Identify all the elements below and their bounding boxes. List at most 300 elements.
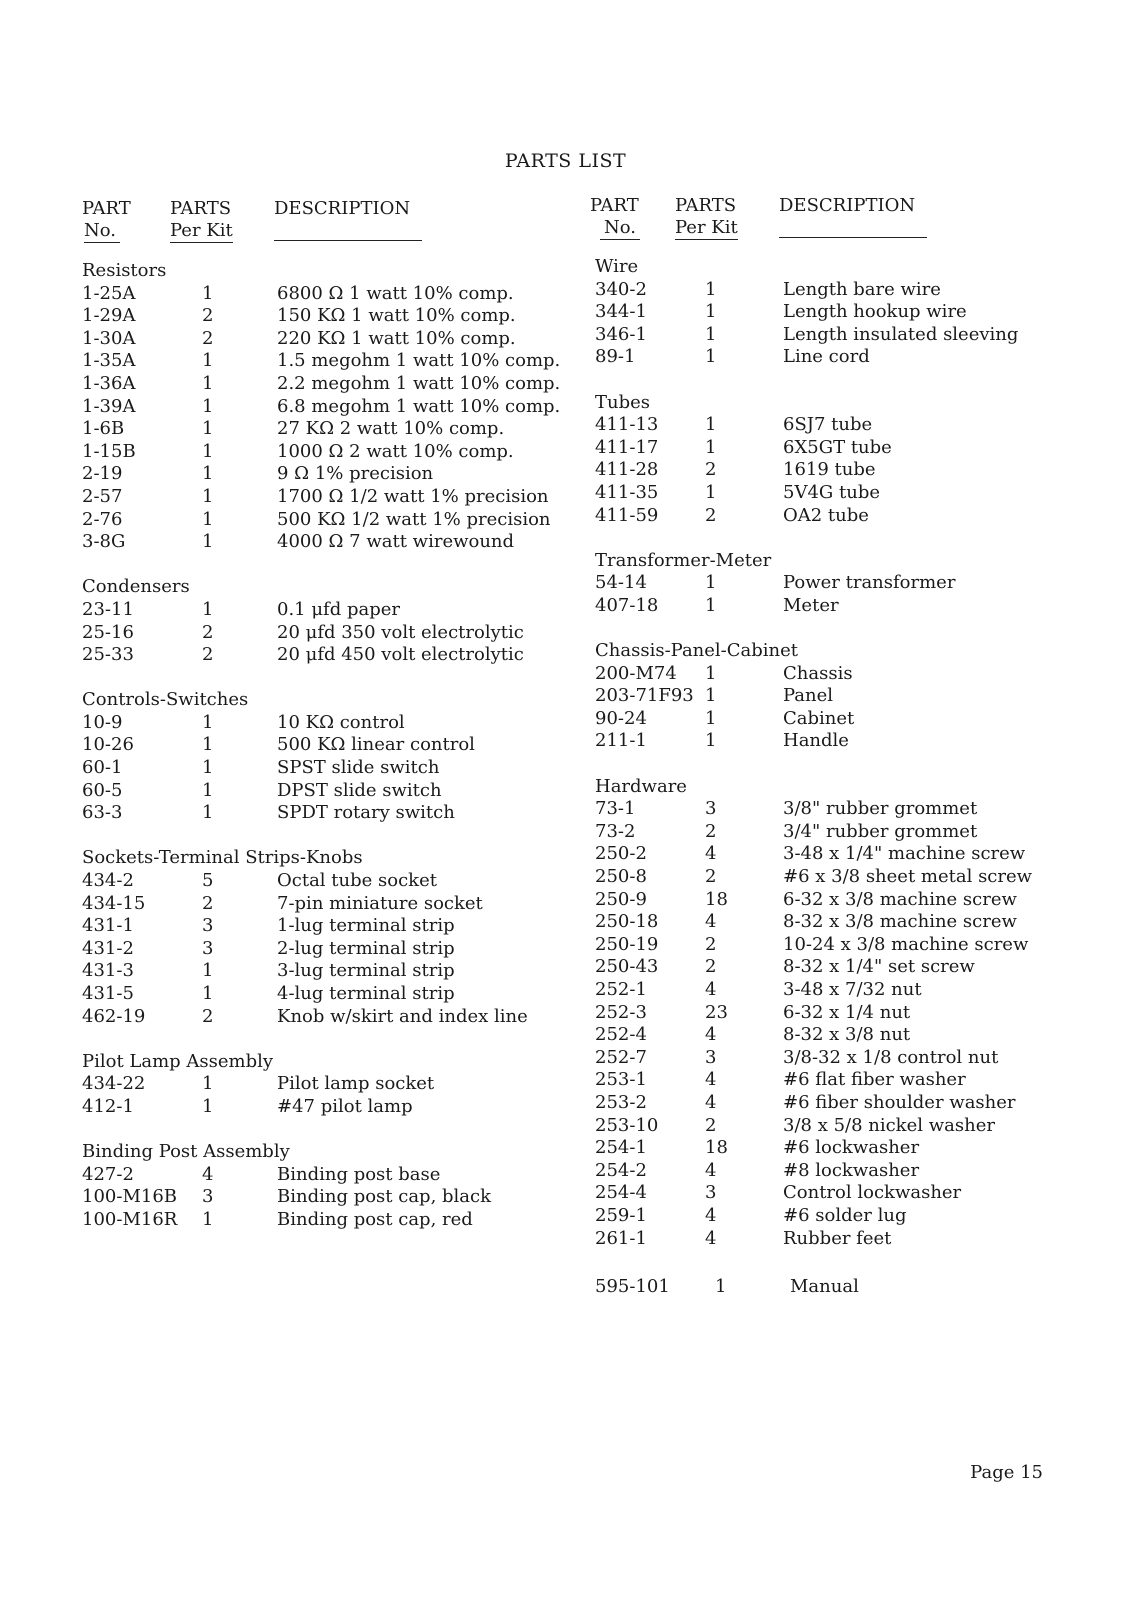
part-quantity: 1 — [202, 598, 214, 620]
part-quantity: 4 — [705, 1091, 717, 1113]
part-row — [595, 1002, 1095, 1025]
part-quantity: 1 — [202, 531, 214, 553]
part-row — [595, 1205, 1095, 1228]
part-description: Panel — [783, 685, 834, 707]
part-quantity: 1 — [705, 278, 717, 300]
part-row — [82, 418, 582, 441]
part-quantity: 1 — [202, 508, 214, 530]
part-row — [82, 622, 582, 645]
part-number: 100-M16B — [82, 1186, 178, 1208]
part-description: 3/4" rubber grommet — [783, 820, 978, 842]
part-number: 1-15B — [82, 440, 136, 462]
part-quantity: 4 — [705, 1024, 717, 1046]
part-number: 259-1 — [595, 1204, 647, 1226]
section-gap — [595, 527, 1095, 550]
part-row — [82, 350, 582, 373]
part-description: #6 x 3/8 sheet metal screw — [783, 866, 1033, 888]
part-quantity: 2 — [705, 459, 717, 481]
section-title: Chassis-Panel-Cabinet — [595, 640, 799, 662]
part-quantity: 3 — [202, 1186, 214, 1208]
part-number: 1-39A — [82, 395, 136, 417]
part-row — [82, 870, 582, 893]
part-quantity: 1 — [705, 301, 717, 323]
part-description: Handle — [783, 730, 849, 752]
part-description: #8 lockwasher — [783, 1159, 920, 1181]
page-number: Page 15 — [970, 1462, 1043, 1483]
part-quantity: 2 — [705, 504, 717, 526]
part-description: Knob w/skirt and index line — [277, 1005, 528, 1027]
part-row — [595, 798, 1095, 821]
part-row — [595, 708, 1095, 731]
part-number: 89-1 — [595, 346, 636, 368]
part-number: 2-76 — [82, 508, 123, 530]
part-quantity: 2 — [202, 621, 214, 643]
part-row — [82, 396, 582, 419]
part-quantity: 2 — [705, 820, 717, 842]
part-quantity: 1 — [202, 1095, 214, 1117]
part-number: 10-26 — [82, 734, 134, 756]
section-title: Binding Post Assembly — [82, 1141, 290, 1163]
part-number: 203-71F93 — [595, 685, 694, 707]
part-number: 346-1 — [595, 323, 647, 345]
part-description: #6 fiber shoulder washer — [783, 1091, 1016, 1113]
section-gap — [82, 667, 582, 690]
part-number: 431-2 — [82, 937, 134, 959]
part-number: 60-1 — [82, 757, 123, 779]
section-title: Condensers — [82, 576, 190, 598]
part-number: 250-19 — [595, 933, 659, 955]
part-description: 2.2 megohm 1 watt 10% comp. — [277, 372, 561, 394]
part-description: 4-lug terminal strip — [277, 983, 455, 1004]
part-quantity: 2 — [705, 933, 717, 955]
part-number: 250-43 — [595, 956, 659, 978]
part-number: 427-2 — [82, 1163, 134, 1185]
part-quantity: 1 — [705, 594, 717, 616]
left-column — [82, 198, 582, 1232]
part-quantity: 1 — [705, 481, 717, 503]
part-quantity: 1 — [202, 372, 214, 394]
no-header: No. — [84, 220, 120, 243]
right-parts-list — [595, 256, 1095, 1250]
part-row — [595, 1092, 1095, 1115]
section-title: Pilot Lamp Assembly — [82, 1050, 274, 1072]
left-parts-list — [82, 260, 582, 1232]
part-quantity: 1 — [202, 779, 214, 801]
part-description: 500 KΩ 1/2 watt 1% precision — [277, 508, 551, 530]
part-row — [595, 821, 1095, 844]
part-description: 1700 Ω 1/2 watt 1% precision — [277, 485, 549, 507]
part-row — [82, 983, 582, 1006]
part-description: Length hookup wire — [783, 301, 967, 323]
part-number: 434-22 — [82, 1073, 146, 1095]
part-number: 63-3 — [82, 802, 123, 824]
part-row — [595, 482, 1095, 505]
section-gap — [82, 825, 582, 848]
part-description: 9 Ω 1% precision — [277, 463, 434, 485]
part-description: 27 KΩ 2 watt 10% comp. — [277, 418, 505, 440]
part-number: 253-10 — [595, 1114, 659, 1136]
part-quantity: 2 — [202, 1005, 214, 1027]
part-number: 254-2 — [595, 1159, 647, 1181]
per-kit-header: Per Kit — [170, 220, 233, 241]
manual-row — [595, 1276, 1095, 1299]
part-quantity: 1 — [705, 323, 717, 345]
part-row — [595, 843, 1095, 866]
part-description: 1000 Ω 2 watt 10% comp. — [277, 440, 514, 462]
section-gap — [595, 618, 1095, 641]
part-number: 434-2 — [82, 870, 134, 892]
part-quantity: 4 — [705, 1204, 717, 1226]
part-description: 3/8 x 5/8 nickel washer — [783, 1114, 995, 1136]
part-row — [595, 934, 1095, 957]
part-description: Rubber feet — [783, 1227, 892, 1249]
part-quantity: 4 — [705, 911, 717, 933]
part-number: 261-1 — [595, 1227, 647, 1249]
part-row — [82, 712, 582, 735]
part-quantity: 1 — [705, 730, 717, 752]
part-number: 250-18 — [595, 911, 659, 933]
part-description: Binding post cap, black — [277, 1186, 492, 1208]
part-number: 252-7 — [595, 1046, 647, 1068]
part-row — [595, 866, 1095, 889]
part-row — [82, 373, 582, 396]
part-number: 3-8G — [82, 531, 126, 553]
part-row — [82, 509, 582, 532]
section-gap — [595, 753, 1095, 776]
part-quantity: 1 — [705, 662, 717, 684]
left-column-header — [82, 198, 582, 242]
part-number: 340-2 — [595, 278, 647, 300]
part-number: 73-2 — [595, 820, 636, 842]
part-row — [82, 486, 582, 509]
part-quantity: 4 — [705, 843, 717, 865]
part-description: 8-32 x 3/8 nut — [783, 1024, 911, 1046]
part-quantity: 3 — [202, 937, 214, 959]
part-number: 25-33 — [82, 644, 134, 666]
part-description: 6-32 x 1/4 nut — [783, 1001, 911, 1023]
part-quantity: 4 — [705, 1069, 717, 1091]
part-number: 25-16 — [82, 621, 134, 643]
part-description: #6 solder lug — [783, 1204, 907, 1226]
part-quantity: 1 — [202, 757, 214, 779]
part-row — [595, 1047, 1095, 1070]
part-quantity: 4 — [705, 1159, 717, 1181]
part-number: 344-1 — [595, 301, 647, 323]
part-quantity: 3 — [705, 798, 717, 820]
part-row — [82, 599, 582, 622]
part-quantity: 1 — [202, 463, 214, 485]
part-number: 252-3 — [595, 1001, 647, 1023]
part-row — [82, 1006, 582, 1029]
part-number: 411-28 — [595, 459, 659, 481]
part-number: 431-1 — [82, 915, 134, 937]
part-quantity: 18 — [705, 1137, 728, 1159]
part-row — [595, 730, 1095, 753]
part-quantity: 1 — [202, 983, 214, 1004]
part-row — [595, 663, 1095, 686]
part-row — [595, 1115, 1095, 1138]
part-number: 595-101 — [595, 1276, 670, 1297]
part-quantity: 1 — [202, 282, 214, 304]
part-row — [595, 324, 1095, 347]
section-gap — [82, 554, 582, 577]
part-number: 253-1 — [595, 1069, 647, 1091]
part-description: Meter — [783, 594, 839, 616]
part-description: 3/8" rubber grommet — [783, 798, 978, 820]
part-row — [82, 531, 582, 554]
right-column-header — [590, 195, 1095, 242]
part-description: 8-32 x 1/4" set screw — [783, 956, 975, 978]
part-number: 252-1 — [595, 979, 647, 1000]
part-row — [82, 1209, 582, 1232]
part-quantity: 2 — [705, 956, 717, 978]
part-quantity: 2 — [202, 305, 214, 327]
parts-header: PARTS — [170, 198, 232, 219]
part-number: 431-5 — [82, 983, 134, 1004]
part-description: DPST slide switch — [277, 779, 442, 801]
part-description: 6-32 x 3/8 machine screw — [783, 888, 1017, 910]
part-quantity: 1 — [705, 414, 717, 436]
part-description: 0.1 μfd paper — [277, 598, 400, 620]
part-row — [82, 441, 582, 464]
part-row — [595, 889, 1095, 912]
part-description: 1619 tube — [783, 459, 876, 481]
section-gap — [82, 1119, 582, 1142]
part-number: 254-1 — [595, 1137, 647, 1159]
part-row — [595, 459, 1095, 482]
section-title: Tubes — [595, 391, 651, 413]
part-description: Length bare wire — [783, 278, 941, 300]
part-quantity: 3 — [705, 1046, 717, 1068]
part-quantity: 2 — [705, 1114, 717, 1136]
part-row — [595, 301, 1095, 324]
part-quantity: 1 — [202, 418, 214, 440]
part-row — [595, 1137, 1095, 1160]
part-quantity: 1 — [202, 711, 214, 733]
part-row — [82, 915, 582, 938]
part-number: 54-14 — [595, 572, 647, 594]
part-row — [82, 960, 582, 983]
part-quantity: 1 — [705, 436, 717, 458]
part-quantity: 1 — [715, 1276, 727, 1297]
part-description: Octal tube socket — [277, 870, 437, 892]
part-description: 2-lug terminal strip — [277, 937, 455, 959]
part-description: 8-32 x 3/8 machine screw — [783, 911, 1017, 933]
part-description: SPDT rotary switch — [277, 802, 455, 824]
section-title: Controls-Switches — [82, 689, 249, 711]
part-description: 500 KΩ linear control — [277, 734, 475, 756]
part-number: 254-4 — [595, 1182, 647, 1204]
part-number: 253-2 — [595, 1091, 647, 1113]
part-number: 411-13 — [595, 414, 659, 436]
part-row — [82, 1096, 582, 1119]
part-header: PART — [590, 195, 639, 216]
part-row — [595, 505, 1095, 528]
part-number: 462-19 — [82, 1005, 146, 1027]
part-description: Control lockwasher — [783, 1182, 962, 1204]
part-description: SPST slide switch — [277, 757, 440, 779]
part-description: 6SJ7 tube — [783, 414, 873, 436]
part-description: 1-lug terminal strip — [277, 915, 455, 937]
part-row — [82, 757, 582, 780]
part-number: 211-1 — [595, 730, 647, 752]
part-row — [82, 1073, 582, 1096]
part-row — [595, 437, 1095, 460]
part-row — [82, 734, 582, 757]
part-description: Binding post cap, red — [277, 1208, 473, 1230]
part-description: OA2 tube — [783, 504, 869, 526]
part-row — [595, 1228, 1095, 1251]
part-number: 431-3 — [82, 960, 134, 982]
part-row — [595, 685, 1095, 708]
part-number: 100-M16R — [82, 1208, 178, 1230]
part-quantity: 4 — [202, 1163, 214, 1185]
part-description: Line cord — [783, 346, 870, 368]
part-quantity: 1 — [705, 707, 717, 729]
part-number: 1-35A — [82, 350, 136, 372]
description-underline — [274, 240, 422, 241]
part-description: 3-lug terminal strip — [277, 960, 455, 982]
part-number: 60-5 — [82, 779, 123, 801]
part-description: 7-pin miniature socket — [277, 892, 483, 914]
part-row — [595, 911, 1095, 934]
right-column — [590, 195, 1095, 1250]
part-quantity: 1 — [202, 485, 214, 507]
part-quantity: 1 — [202, 1208, 214, 1230]
part-number: 90-24 — [595, 707, 647, 729]
part-description: Manual — [790, 1276, 859, 1297]
part-quantity: 1 — [202, 440, 214, 462]
part-quantity: 1 — [202, 960, 214, 982]
part-description: Length insulated sleeving — [783, 323, 1019, 345]
part-number: 250-2 — [595, 843, 647, 865]
per-kit-header: Per Kit — [675, 217, 738, 238]
part-number: 200-M74 — [595, 662, 677, 684]
part-number: 434-15 — [82, 892, 146, 914]
part-quantity: 2 — [202, 644, 214, 666]
part-row — [595, 1160, 1095, 1183]
description-header: DESCRIPTION — [779, 195, 916, 216]
section-title: Resistors — [82, 260, 167, 281]
part-description: 10 KΩ control — [277, 711, 405, 733]
section-gap — [595, 369, 1095, 392]
part-description: Pilot lamp socket — [277, 1073, 435, 1095]
part-number: 411-59 — [595, 504, 659, 526]
part-description: Power transformer — [783, 572, 956, 594]
part-row — [82, 1164, 582, 1187]
part-number: 2-57 — [82, 485, 123, 507]
part-number: 250-8 — [595, 866, 647, 888]
part-row — [82, 1186, 582, 1209]
part-description: 20 μfd 350 volt electrolytic — [277, 621, 524, 643]
part-row — [595, 1024, 1095, 1047]
part-description: 220 KΩ 1 watt 10% comp. — [277, 327, 516, 349]
part-number: 411-17 — [595, 436, 659, 458]
part-number: 412-1 — [82, 1095, 134, 1117]
part-quantity: 2 — [202, 892, 214, 914]
part-quantity: 1 — [705, 685, 717, 707]
description-header: DESCRIPTION — [274, 198, 411, 219]
part-description: #6 lockwasher — [783, 1137, 920, 1159]
part-description: Cabinet — [783, 707, 855, 729]
section-title: Sockets-Terminal Strips-Knobs — [82, 847, 363, 869]
part-description: 1.5 megohm 1 watt 10% comp. — [277, 350, 561, 372]
part-row — [82, 780, 582, 803]
part-row — [595, 956, 1095, 979]
part-description: 3/8-32 x 1/8 control nut — [783, 1046, 999, 1068]
part-quantity: 1 — [202, 1073, 214, 1095]
part-quantity: 1 — [202, 350, 214, 372]
part-description: 6800 Ω 1 watt 10% comp. — [277, 282, 514, 304]
part-quantity: 5 — [202, 870, 214, 892]
part-description: 3-48 x 1/4" machine screw — [783, 843, 1026, 865]
description-underline — [779, 237, 927, 238]
part-quantity: 3 — [202, 915, 214, 937]
part-quantity: 18 — [705, 888, 728, 910]
part-description: 6.8 megohm 1 watt 10% comp. — [277, 395, 561, 417]
part-quantity: 1 — [202, 395, 214, 417]
part-quantity: 2 — [202, 327, 214, 349]
part-quantity: 1 — [202, 734, 214, 756]
section-gap — [82, 1028, 582, 1051]
part-number: 10-9 — [82, 711, 123, 733]
part-row — [82, 283, 582, 306]
part-row — [82, 893, 582, 916]
part-row — [595, 1182, 1095, 1205]
part-quantity: 4 — [705, 979, 717, 1000]
part-description: 5V4G tube — [783, 481, 881, 503]
part-header: PART — [82, 198, 131, 219]
part-row — [595, 979, 1095, 1002]
part-description: 4000 Ω 7 watt wirewound — [277, 531, 515, 553]
part-description: 10-24 x 3/8 machine screw — [783, 933, 1029, 955]
part-number: 73-1 — [595, 798, 636, 820]
parts-header: PARTS — [675, 195, 737, 216]
part-description: 150 KΩ 1 watt 10% comp. — [277, 305, 516, 327]
part-row — [82, 328, 582, 351]
part-number: 411-35 — [595, 481, 659, 503]
part-row — [595, 346, 1095, 369]
part-quantity: 23 — [705, 1001, 728, 1023]
no-header: No. — [600, 217, 640, 240]
part-quantity: 2 — [705, 866, 717, 888]
part-row — [595, 572, 1095, 595]
part-description: 20 μfd 450 volt electrolytic — [277, 644, 524, 666]
part-quantity: 4 — [705, 1227, 717, 1249]
part-row — [82, 802, 582, 825]
part-quantity: 1 — [705, 572, 717, 594]
section-title: Hardware — [595, 775, 687, 797]
part-description: 6X5GT tube — [783, 436, 892, 458]
part-number: 407-18 — [595, 594, 659, 616]
part-description: #6 flat fiber washer — [783, 1069, 966, 1091]
part-row — [82, 305, 582, 328]
part-number: 23-11 — [82, 598, 134, 620]
part-row — [82, 938, 582, 961]
part-row — [82, 463, 582, 486]
part-number: 1-29A — [82, 305, 136, 327]
part-row — [595, 414, 1095, 437]
part-number: 1-30A — [82, 327, 136, 349]
part-description: Binding post base — [277, 1163, 441, 1185]
part-number: 1-25A — [82, 282, 136, 304]
part-description: #47 pilot lamp — [277, 1095, 413, 1117]
part-row — [82, 644, 582, 667]
part-description: Chassis — [783, 662, 853, 684]
part-number: 2-19 — [82, 463, 123, 485]
part-row — [595, 595, 1095, 618]
part-quantity: 3 — [705, 1182, 717, 1204]
